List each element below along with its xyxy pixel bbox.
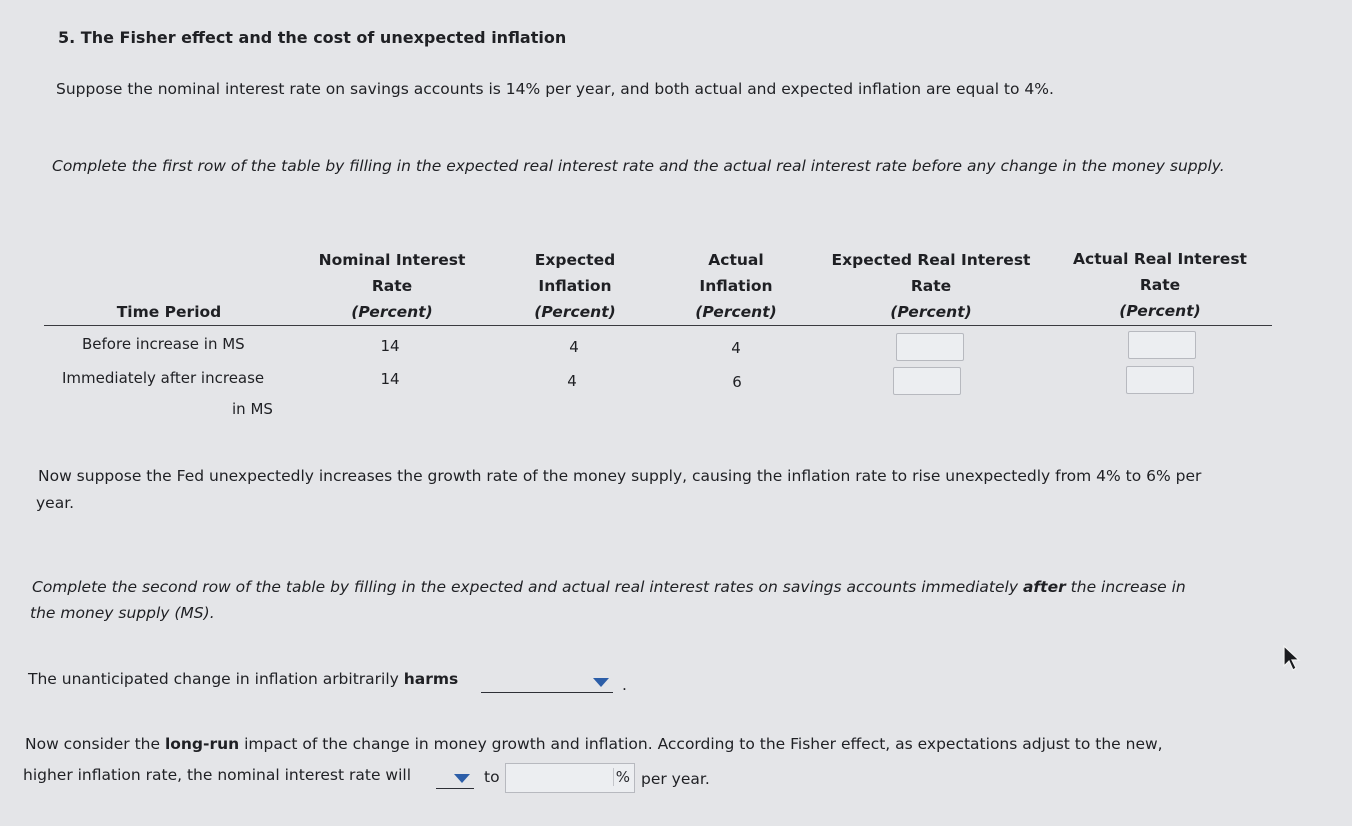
scenario-text-line2: year. xyxy=(36,494,75,512)
row-label: Immediately after increase xyxy=(62,369,265,387)
instruction-second-row xyxy=(32,578,1186,596)
chevron-down-icon xyxy=(593,678,609,687)
actual-real-rate-input-row2[interactable] xyxy=(1126,366,1194,394)
header-nominal-line2: Rate xyxy=(371,277,413,295)
longrun-text-line2: higher inflation rate, the nominal interest rate will xyxy=(23,766,412,784)
longrun-to-label: to xyxy=(484,768,500,786)
header-actual-real-rate xyxy=(1058,246,1262,324)
cell-nominal-rate: 14 xyxy=(380,337,400,355)
harms-period: . xyxy=(622,676,627,694)
harms-bold: harms xyxy=(403,670,459,688)
chevron-down-icon xyxy=(454,774,470,783)
cell-expected-inflation: 4 xyxy=(567,372,577,390)
cell-actual-inflation: 4 xyxy=(731,339,741,357)
header-nominal-rate xyxy=(306,247,478,325)
row-label: Before increase in MS xyxy=(82,335,245,353)
header-actual-inflation xyxy=(676,247,796,325)
header-act-real-line2: Rate xyxy=(1139,276,1181,294)
header-actual-line1: Actual xyxy=(708,251,764,269)
header-expected-real-rate xyxy=(818,247,1044,325)
header-exp-real-line3: (Percent) xyxy=(890,303,972,321)
instruction-first-row: Complete the first row of the table by filling in the expected real interest rate and the actual real interest rate before any change in the money supply. xyxy=(52,157,1225,175)
harms-prefix: The unanticipated change in inflation arbitrarily xyxy=(28,670,404,688)
table-header-rule xyxy=(44,325,1272,326)
nominal-rate-direction-dropdown[interactable] xyxy=(436,768,474,789)
percent-suffix: % xyxy=(613,768,630,786)
header-exp-real-line2: Rate xyxy=(910,277,952,295)
instruction-second-row-text-a: Complete the second row of the table by filling in the expected and actual real interest rates on savings accounts immediately xyxy=(32,578,1023,596)
harms-dropdown[interactable] xyxy=(481,672,613,693)
header-expected-line2: Inflation xyxy=(538,277,612,295)
header-time-period: Time Period xyxy=(116,303,222,321)
longrun-text-b: impact of the change in money growth and inflation. According to the Fisher effect, as expectations adjust to the new, xyxy=(239,735,1163,753)
cell-expected-inflation: 4 xyxy=(569,338,579,356)
longrun-bold: long-run xyxy=(164,735,240,753)
header-actual-line2: Inflation xyxy=(699,277,773,295)
header-expected-line3: (Percent) xyxy=(534,303,616,321)
expected-real-rate-input-row2[interactable] xyxy=(893,367,961,395)
mouse-cursor-icon xyxy=(1282,644,1302,674)
header-exp-real-line1: Expected Real Interest xyxy=(831,251,1031,269)
header-act-real-line1: Actual Real Interest xyxy=(1073,250,1247,268)
header-act-real-line3: (Percent) xyxy=(1119,302,1201,320)
cell-actual-inflation: 6 xyxy=(732,373,742,391)
longrun-text-a: Now consider the xyxy=(25,735,165,753)
header-actual-line3: (Percent) xyxy=(695,303,777,321)
instruction-second-row-line2: the money supply (MS). xyxy=(30,604,215,622)
scenario-text-line1: Now suppose the Fed unexpectedly increases the growth rate of the money supply, causing the inflation rate to rise unexpectedly from 4% to 6% per xyxy=(38,467,1202,485)
longrun-text-line1 xyxy=(25,735,1163,753)
header-nominal-line1: Nominal Interest xyxy=(318,251,466,269)
instruction-second-row-text-b: the increase in xyxy=(1065,578,1186,596)
header-expected-inflation xyxy=(515,247,635,325)
row-label-continued: in MS xyxy=(232,400,273,418)
actual-real-rate-input-row1[interactable] xyxy=(1128,331,1196,359)
question-intro: Suppose the nominal interest rate on savings accounts is 14% per year, and both actual and expected inflation are equal to 4%. xyxy=(56,80,1054,98)
header-expected-line1: Expected xyxy=(534,251,616,269)
instruction-second-row-bold: after xyxy=(1022,578,1066,596)
harms-question xyxy=(28,670,458,688)
cell-nominal-rate: 14 xyxy=(380,370,400,388)
header-nominal-line3: (Percent) xyxy=(351,303,433,321)
question-title: 5. The Fisher effect and the cost of unexpected inflation xyxy=(58,28,567,47)
expected-real-rate-input-row1[interactable] xyxy=(896,333,964,361)
longrun-suffix: per year. xyxy=(641,770,710,788)
longrun-rate-input[interactable] xyxy=(505,763,635,793)
